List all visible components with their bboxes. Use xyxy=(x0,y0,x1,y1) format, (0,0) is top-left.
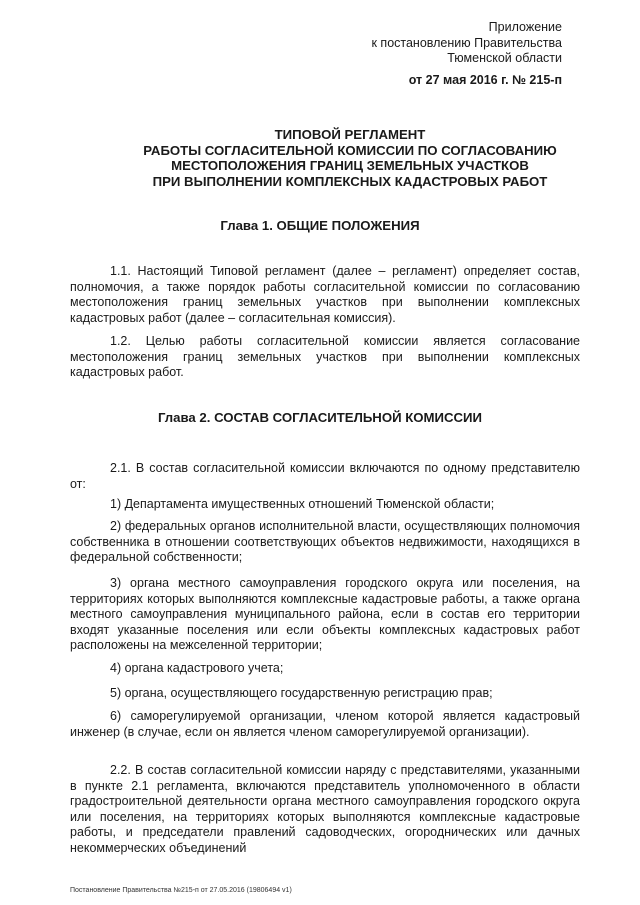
paragraph-1-2: 1.2. Целью работы согласительной комиссии является согласование местоположения границ земельных участков при выполнении комплексных кадастровых работ. xyxy=(70,334,580,379)
appendix-line: Приложение xyxy=(488,20,562,34)
appendix-line: к постановлению Правительства xyxy=(371,35,562,50)
chapter-2-heading: Глава 2. СОСТАВ СОГЛАСИТЕЛЬНОЙ КОМИССИИ xyxy=(157,410,483,425)
title-line: ПРИ ВЫПОЛНЕНИИ КОМПЛЕКСНЫХ КАДАСТРОВЫХ РАБОТ xyxy=(152,173,548,189)
list-item-6: 6) саморегулируемой организации, членом которой является кадастровый инженер (в случае, если он является членом саморегулируемой организации). xyxy=(70,709,580,739)
appendix-line: Тюменской области xyxy=(447,51,562,65)
document-title xyxy=(110,127,590,189)
paragraph-1-1: 1.1. Настоящий Типовой регламент (далее – регламент) определяет состав, полномочия, а также порядок работы согласительной комиссии по согласованию местоположения границ земельных участков при выполнении комплексных кадастровых работ (далее – согласительная комиссия). xyxy=(70,264,580,325)
list-item-3: 3) органа местного самоуправления городского округа или поселения, на территориях которых выполняются комплексные кадастровые работы, а также органа местного самоуправления муниципального района, если в состав его территории входят указанные поселения или если объекты комплексных кадастровых работ расположены на межселенной территории; xyxy=(70,576,580,652)
document-footer: Постановление Правительства №215-п от 27.05.2016 (19806494 v1) xyxy=(70,887,292,894)
paragraph-2-1: 2.1. В состав согласительной комиссии включаются по одному представителю от: xyxy=(70,461,580,491)
appendix-block xyxy=(371,20,562,88)
list-item-4: 4) органа кадастрового учета; xyxy=(110,661,284,675)
list-item-1: 1) Департамента имущественных отношений Тюменской области; xyxy=(110,497,495,511)
appendix-date: от 27 мая 2016 г. № 215-п xyxy=(408,72,562,87)
title-line: РАБОТЫ СОГЛАСИТЕЛЬНОЙ КОМИССИИ ПО СОГЛАСОВАНИЮ xyxy=(143,142,557,158)
title-line: ТИПОВОЙ РЕГЛАМЕНТ xyxy=(274,127,426,142)
list-item-2: 2) федеральных органов исполнительной власти, осуществляющих полномочия собственника в отношении соответствующих объектов недвижимости, находящихся в федеральной собственности; xyxy=(70,519,580,564)
paragraph-2-2: 2.2. В состав согласительной комиссии наряду с представителями, указанными в пункте 2.1 регламента, включаются представитель уполномоченного в области градостроительной деятельности органа местного самоуправления городского округа или поселения, на территориях которых выполняются комплексные кадастровые работы, и председатели правлений садоводческих, огороднических или дачных некоммерческих объединений xyxy=(70,763,580,855)
list-item-5: 5) органа, осуществляющего государственную регистрацию прав; xyxy=(110,686,493,700)
title-line: МЕСТОПОЛОЖЕНИЯ ГРАНИЦ ЗЕМЕЛЬНЫХ УЧАСТКОВ xyxy=(171,158,529,173)
chapter-1-heading: Глава 1. ОБЩИЕ ПОЛОЖЕНИЯ xyxy=(220,218,420,233)
